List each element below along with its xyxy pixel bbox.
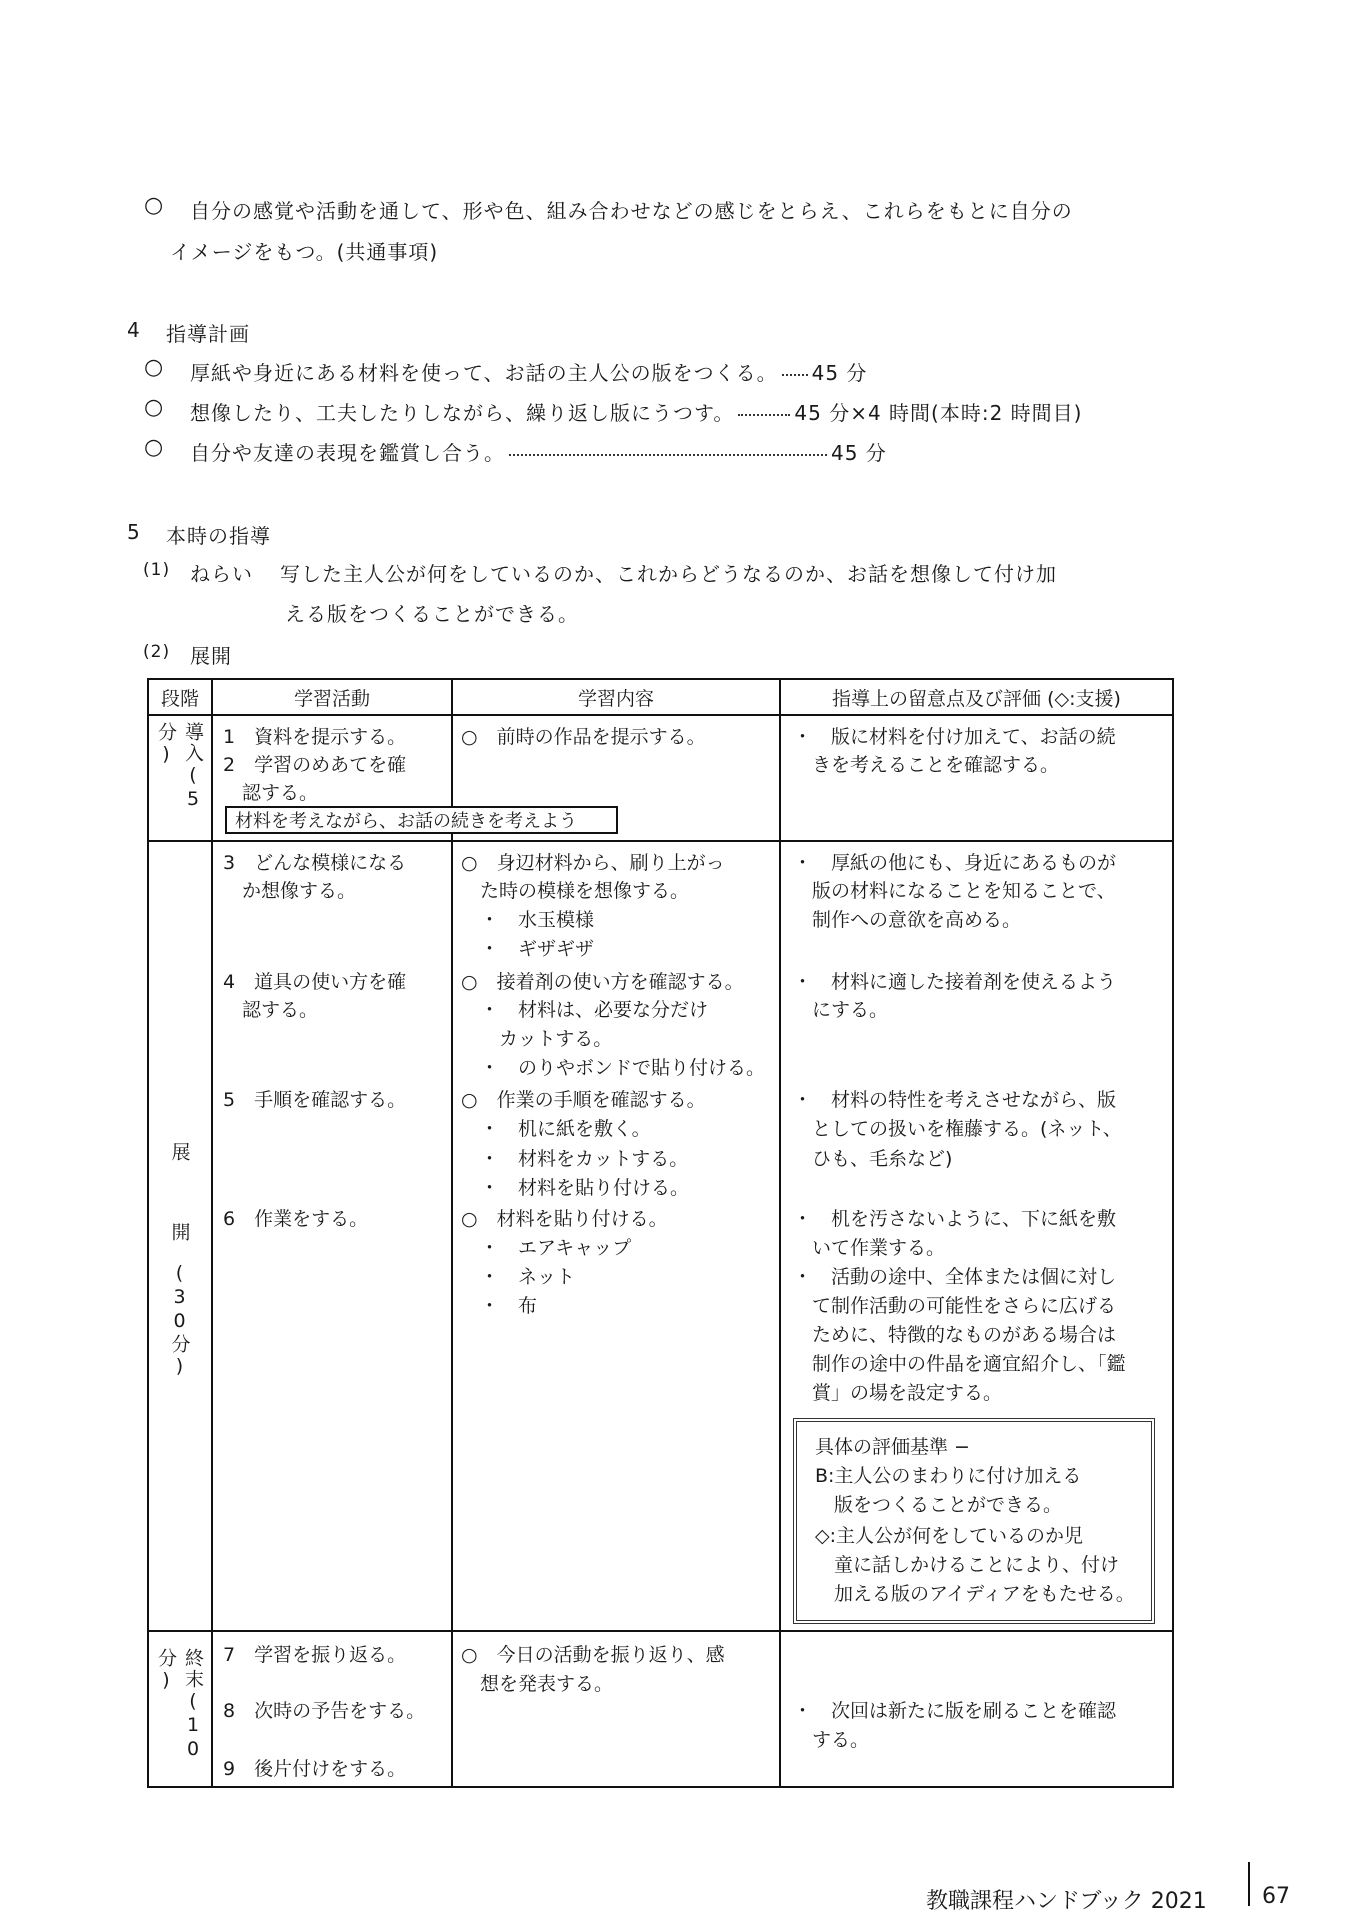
content-end-1: ○ 今日の活動を振り返り、感 [461,1644,725,1666]
content-dev-10: ・ 机に紙を敷く。 [461,1118,651,1140]
notes-dev-1: ・ 厚紙の他にも、身近にあるものが [793,852,1117,874]
notes-dev-5: にする。 [793,999,889,1021]
content-dev-12: ・ 材料を貼り付ける。 [461,1177,690,1199]
aim-line-1: 写した主人公が何をしているのか、これからどうなるのか、お話を想像して付け加 [280,562,1057,586]
plan-bullet-3: ○ [144,435,164,460]
notes-dev-7: としての扱いを権藤する。(ネット、 [793,1118,1122,1140]
lesson-goal-box: 材料を考えながら、お話の続きを考えよう [225,806,618,834]
content-dev-2: た時の模様を想像する。 [461,880,690,902]
eval-line-4: ◇:主人公が何をしているのか児 [815,1525,1084,1547]
stage-dev-label-1: 展 [168,1142,191,1163]
activity-end [212,1631,452,1787]
intro-line-2: イメージをもつ。(共通事項) [170,240,439,264]
content-dev-6: ・ 材料は、必要な分だけ [461,999,709,1021]
content-end [452,1631,780,1787]
activity-end-7: 7 学習を振り返る。 [223,1644,407,1666]
eval-line-1: 具体の評価基準 − [815,1436,970,1458]
notes-end-2: する。 [793,1729,870,1751]
activity-intro-2: 2 学習のめあてを確 [223,754,407,776]
plan-bullet-1: ○ [144,355,164,380]
activity-dev-3a: 3 どんな模様になる [223,852,407,874]
plan-item-1-text: 厚紙や身近にある材料を使って、お話の主人公の版をつくる。 [190,361,778,385]
plan-item-3-text: 自分や友達の表現を鑑賞し合う。 [190,441,505,465]
notes-dev-13: ために、特徴的なものがある場合は [793,1324,1117,1346]
notes-dev-2: 版の材料になることを知ることで、 [793,880,1116,902]
notes-end [780,1631,1173,1787]
plan-item-2 [190,397,1082,426]
header-content: 学習内容 [452,679,780,715]
section5-title: 本時の指導 [166,524,271,548]
notes-dev-8: ひも、毛糸など) [793,1148,953,1170]
content-dev-7: カットする。 [461,1028,613,1050]
notes-dev-6: ・ 材料の特性を考えさせながら、版 [793,1089,1117,1111]
stage-intro [148,715,212,841]
activity-dev-5: 5 手順を確認する。 [223,1089,407,1111]
lesson-plan-table [147,678,1174,1788]
content-intro-1: ○ 前時の作品を提示する。 [461,726,706,748]
stage-dev-label-2: 開 [168,1222,191,1243]
notes-dev-9: ・ 机を汚さないように、下に紙を敷 [793,1208,1117,1230]
notes-intro-1: ・ 版に材料を付け加えて、お話の続 [793,726,1116,748]
content-dev-8: ・ のりやボンドで貼り付ける。 [461,1057,766,1079]
stage-dev-label-3: (30分) [168,1262,191,1379]
plan-item-1 [190,357,867,386]
content-dev-16: ・ 布 [461,1295,538,1317]
content-dev-1: ○ 身辺材料から、刷り上がっ [461,852,725,874]
content-dev-13: ○ 材料を貼り付ける。 [461,1208,668,1230]
notes-development [780,841,1173,1631]
footer-title: 教職課程ハンドブック 2021 [926,1889,1207,1914]
table-header-row [148,679,1173,715]
eval-line-5: 童に話しかけることにより、付け [815,1554,1120,1576]
header-activity: 学習活動 [212,679,452,715]
development-heading: 展開 [190,644,232,668]
stage-development [148,841,212,1631]
content-dev-14: ・ エアキャップ [461,1237,632,1259]
plan-item-2-time: 45 分×4 時間(本時:2 時間目) [794,401,1083,425]
evaluation-criteria-box [793,1418,1155,1624]
plan-item-3-time: 45 分 [831,441,887,465]
eval-line-2: B:主人公のまわりに付け加える [815,1465,1082,1487]
table-row-intro [148,715,1173,841]
plan-item-3 [190,437,887,466]
aim-label: (1) [143,560,171,580]
intro-line-1: 自分の感覚や活動を通して、形や色、組み合わせなどの感じをとらえ、これらをもとに自分の [190,199,1073,223]
eval-line-6: 加える版のアイディアをもたせる。 [815,1583,1135,1605]
activity-intro [212,715,577,841]
aim-heading: ねらい [190,562,253,586]
activity-dev-3b: か想像する。 [223,880,357,902]
activity-dev-4a: 4 道具の使い方を確 [223,971,407,993]
plan-bullet-2: ○ [144,395,164,420]
notes-dev-3: 制作への意欲を高める。 [793,909,1022,931]
table-row-end [148,1631,1173,1787]
footer-divider [1248,1862,1250,1906]
content-dev-15: ・ ネット [461,1266,576,1288]
notes-intro [780,715,1173,841]
eval-line-3: 版をつくることができる。 [815,1494,1063,1516]
content-dev-4: ・ ギザギザ [461,938,595,960]
stage-end-label: 終末(10分) [155,1648,204,1762]
activity-end-9: 9 後片付けをする。 [223,1758,407,1780]
content-dev-9: ○ 作業の手順を確認する。 [461,1089,706,1111]
table-row-development [148,841,1173,1631]
aim-line-2: える版をつくることができる。 [285,602,579,626]
notes-dev-12: て制作活動の可能性をさらに広げる [793,1295,1117,1317]
activity-end-8: 8 次時の予告をする。 [223,1700,426,1722]
development-label: (2) [143,642,171,662]
stage-intro-label: 導入(5分) [155,722,204,812]
intro-bullet: ○ [144,193,164,218]
activity-intro-3: 認する。 [223,782,319,804]
activity-dev-6: 6 作業をする。 [223,1208,369,1230]
section4-number: 4 [127,318,141,342]
activity-development [212,841,452,1631]
stage-end [148,1631,212,1787]
header-notes: 指導上の留意点及び評価 (◇:支援) [780,679,1173,715]
notes-dev-14: 制作の途中の件晶を適宜紹介し、「鑑 [793,1353,1126,1375]
content-dev-11: ・ 材料をカットする。 [461,1148,689,1170]
content-development [452,841,780,1631]
notes-dev-11: ・ 活動の途中、全体または個に対し [793,1266,1117,1288]
plan-item-1-time: 45 分 [811,361,868,385]
activity-intro-1: 1 資料を提示する。 [223,726,407,748]
content-dev-5: ○ 接着剤の使い方を確認する。 [461,971,744,993]
notes-dev-4: ・ 材料に適した接着剤を使えるよう [793,971,1117,993]
notes-intro-2: きを考えることを確認する。 [793,754,1060,776]
content-end-2: 想を発表する。 [461,1673,614,1695]
section5-number: 5 [127,520,141,544]
notes-dev-10: いて作業する。 [793,1237,946,1259]
notes-dev-15: 賞」の場を設定する。 [793,1382,1003,1404]
page-number: 67 [1262,1884,1290,1909]
activity-dev-4b: 認する。 [223,999,319,1021]
content-dev-3: ・ 水玉模様 [461,909,595,931]
plan-item-2-text: 想像したり、工夫したりしながら、繰り返し版にうつす。 [190,401,735,425]
section4-title: 指導計画 [166,322,250,346]
notes-end-1: ・ 次回は新たに版を刷ることを確認 [793,1700,1117,1722]
header-stage: 段階 [148,679,212,715]
